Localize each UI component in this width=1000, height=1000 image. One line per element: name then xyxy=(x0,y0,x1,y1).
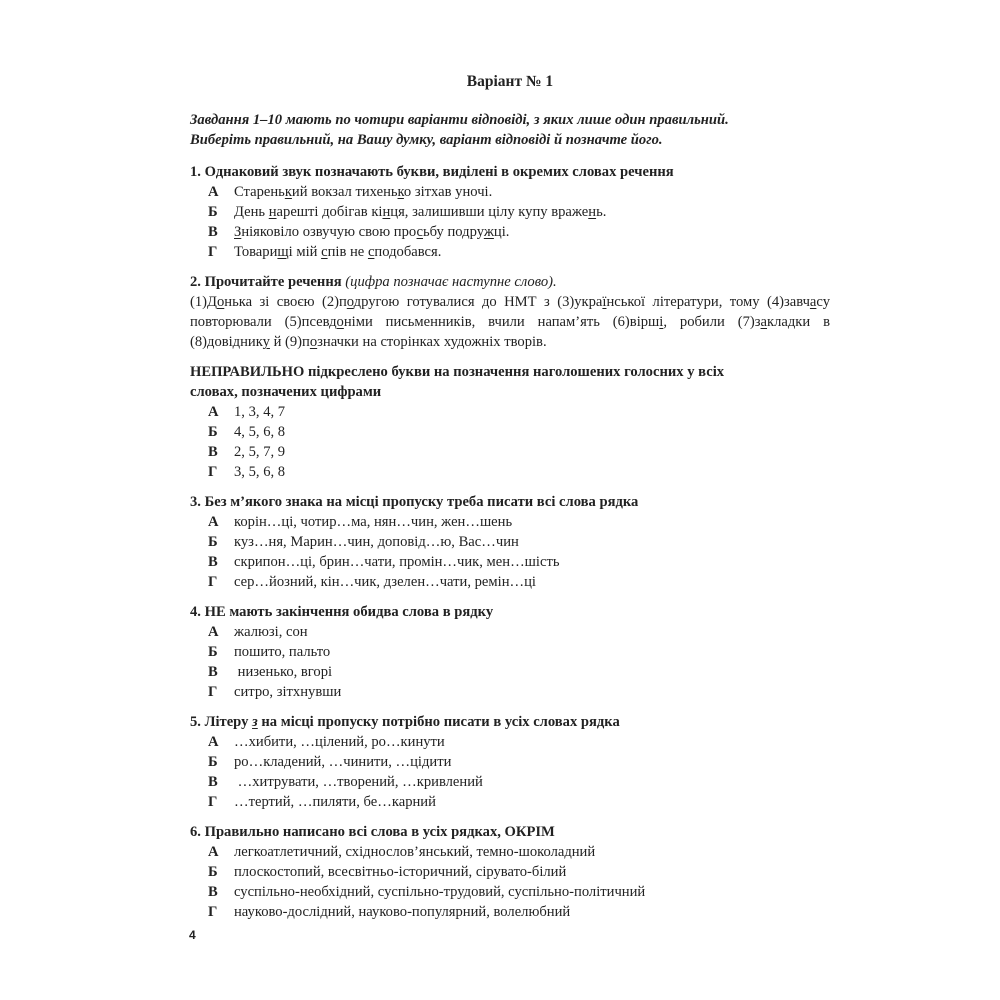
question-prompt: НЕПРАВИЛЬНО підкреслено букви на позначення наголошених голосних у всіх словах, позначених цифрами xyxy=(190,364,725,400)
answer-option[interactable] xyxy=(208,532,830,552)
highlighted-letter: щ xyxy=(277,244,289,260)
answer-option[interactable] xyxy=(208,682,830,702)
answer-option[interactable] xyxy=(208,622,830,642)
question-stem: 4. НЕ мають закінчення обидва слова в рядку xyxy=(190,604,494,620)
question-1 xyxy=(190,162,830,262)
answer-option[interactable] xyxy=(208,732,830,752)
option-text: низенько, вгорі xyxy=(234,664,333,680)
answer-option[interactable] xyxy=(208,792,830,812)
question-stem: 3. Без м’якого знака на місці пропуску треба писати всі слова рядка xyxy=(190,494,639,510)
option-letter: Б xyxy=(208,864,218,880)
option-text: ро…кладений, …чинити, …цідити xyxy=(234,754,452,770)
question-3 xyxy=(190,492,830,592)
option-letter: А xyxy=(208,184,219,200)
option-letter: В xyxy=(208,774,218,790)
answer-option[interactable] xyxy=(208,512,830,532)
answer-option[interactable] xyxy=(208,902,830,922)
answer-option[interactable] xyxy=(208,402,830,422)
highlighted-letter: с xyxy=(321,244,328,260)
option-letter: Б xyxy=(208,424,218,440)
question-4 xyxy=(190,602,830,702)
answer-options xyxy=(208,622,830,702)
option-letter: Г xyxy=(208,464,218,480)
option-text: пошито, пальто xyxy=(234,644,331,660)
option-letter: В xyxy=(208,664,218,680)
reading-passage: (1)Донька зі своєю (2)подругою готувалися до НМТ з (3)української літератури, тому (4)завчасу повторювали (5)псевдоніми письменників, вчили напам’ять (6)вірші, робили (7)закладки в (8)довіднику й (9)позначки на сторінках художніх творів. xyxy=(190,294,830,350)
answer-options xyxy=(208,182,830,262)
answer-option[interactable] xyxy=(208,552,830,572)
answer-option[interactable] xyxy=(208,752,830,772)
page-number: 4 xyxy=(189,928,196,942)
answer-option[interactable] xyxy=(208,442,830,462)
option-text: 2, 5, 7, 9 xyxy=(234,444,286,460)
question-stem: 2. Прочитайте речення (цифра позначає наступне слово). xyxy=(190,274,557,290)
answer-option[interactable] xyxy=(208,202,830,222)
highlighted-letter: н xyxy=(382,204,391,220)
option-letter: А xyxy=(208,734,219,750)
option-text: легкоатлетичний, східнослов’янський, темно-шоколадний xyxy=(234,844,596,860)
question-stem: 1. Однаковий звук позначають букви, виділені в окремих словах речення xyxy=(190,164,674,180)
option-letter: Г xyxy=(208,574,218,590)
answer-option[interactable] xyxy=(208,642,830,662)
option-text: науково-дослідний, науково-популярний, волелюбний xyxy=(234,904,571,920)
option-letter: В xyxy=(208,554,218,570)
highlighted-letter: к xyxy=(284,184,292,200)
answer-option[interactable] xyxy=(208,242,830,262)
option-text: суспільно-необхідний, суспільно-трудовий, суспільно-політичний xyxy=(234,884,646,900)
target-letter: з xyxy=(252,714,258,730)
highlighted-letter: с xyxy=(416,224,424,240)
option-letter: Г xyxy=(208,794,218,810)
option-letter: А xyxy=(208,624,219,640)
option-text: корін…ці, чотир…ма, нян…чин, жен…шень xyxy=(234,514,513,530)
answer-option[interactable] xyxy=(208,772,830,792)
question-2 xyxy=(190,272,830,482)
option-text: куз…ня, Марин…чин, доповід…ю, Вас…чин xyxy=(234,534,519,550)
option-text: 1, 3, 4, 7 xyxy=(234,404,286,420)
instructions-line: Завдання 1–10 мають по чотири варіанти відповіді, з яких лише один правильний. xyxy=(190,112,729,128)
option-letter: А xyxy=(208,514,219,530)
option-text: …тертий, …пиляти, бе…карний xyxy=(234,794,436,810)
answer-option[interactable] xyxy=(208,572,830,592)
option-text: Старенький вокзал тихенько зітхав уночі. xyxy=(234,184,493,200)
highlighted-letter: к xyxy=(397,184,404,200)
highlighted-letter: н xyxy=(588,204,597,220)
option-text: 3, 5, 6, 8 xyxy=(234,464,286,480)
option-text: Товарищі мій спів не сподобався. xyxy=(234,244,442,260)
answer-option[interactable] xyxy=(208,222,830,242)
option-letter: В xyxy=(208,444,218,460)
option-text: …хибити, …цілений, ро…кинути xyxy=(234,734,445,750)
answer-options xyxy=(208,732,830,812)
answer-option[interactable] xyxy=(208,182,830,202)
question-note: (цифра позначає наступне слово). xyxy=(345,274,557,290)
answer-options xyxy=(208,842,830,922)
answer-option[interactable] xyxy=(208,842,830,862)
highlighted-letter: с xyxy=(367,244,375,260)
instructions-line: Виберіть правильний, на Вашу думку, варіант відповіді й позначте його. xyxy=(190,132,663,148)
option-letter: В xyxy=(208,224,218,240)
answer-option[interactable] xyxy=(208,462,830,482)
option-text: скрипон…ці, брин…чати, промін…чик, мен…шість xyxy=(234,554,560,570)
highlighted-letter: н xyxy=(268,204,277,220)
option-letter: А xyxy=(208,844,219,860)
option-text: сер…йозний, кін…чик, дзелен…чати, ремін…ці xyxy=(234,574,536,590)
option-text: 4, 5, 6, 8 xyxy=(234,424,286,440)
option-letter: А xyxy=(208,404,219,420)
answer-options xyxy=(208,402,830,482)
option-letter: В xyxy=(208,884,218,900)
question-stem: 5. Літеру з на місці пропуску потрібно писати в усіх словах рядка xyxy=(190,714,620,730)
option-letter: Б xyxy=(208,204,218,220)
option-letter: Г xyxy=(208,904,218,920)
option-letter: Б xyxy=(208,754,218,770)
option-text: Зніяковіло озвучую свою просьбу подружці. xyxy=(234,224,510,240)
answer-option[interactable] xyxy=(208,422,830,442)
highlighted-letter: З xyxy=(234,224,242,240)
answer-option[interactable] xyxy=(208,662,830,682)
question-5 xyxy=(190,712,830,812)
option-text: День нарешті добігав кінця, залишивши цілу купу вражень. xyxy=(234,204,607,220)
question-6 xyxy=(190,822,830,922)
test-page xyxy=(190,72,830,932)
answer-option[interactable] xyxy=(208,882,830,902)
option-letter: Г xyxy=(208,244,218,260)
answer-option[interactable] xyxy=(208,862,830,882)
highlighted-letter: ж xyxy=(483,224,494,240)
option-letter: Г xyxy=(208,684,218,700)
option-text: жалюзі, сон xyxy=(234,624,308,640)
option-letter: Б xyxy=(208,534,218,550)
option-letter: Б xyxy=(208,644,218,660)
instructions xyxy=(190,110,830,150)
option-text: …хитрувати, …творений, …кривлений xyxy=(234,774,483,790)
question-stem: 6. Правильно написано всі слова в усіх рядках, ОКРІМ xyxy=(190,824,555,840)
answer-options xyxy=(208,512,830,592)
variant-title: Варіант № 1 xyxy=(466,73,554,90)
option-text: ситро, зітхнувши xyxy=(234,684,342,700)
option-text: плоскостопий, всесвітньо-історичний, сірувато-білий xyxy=(234,864,567,880)
